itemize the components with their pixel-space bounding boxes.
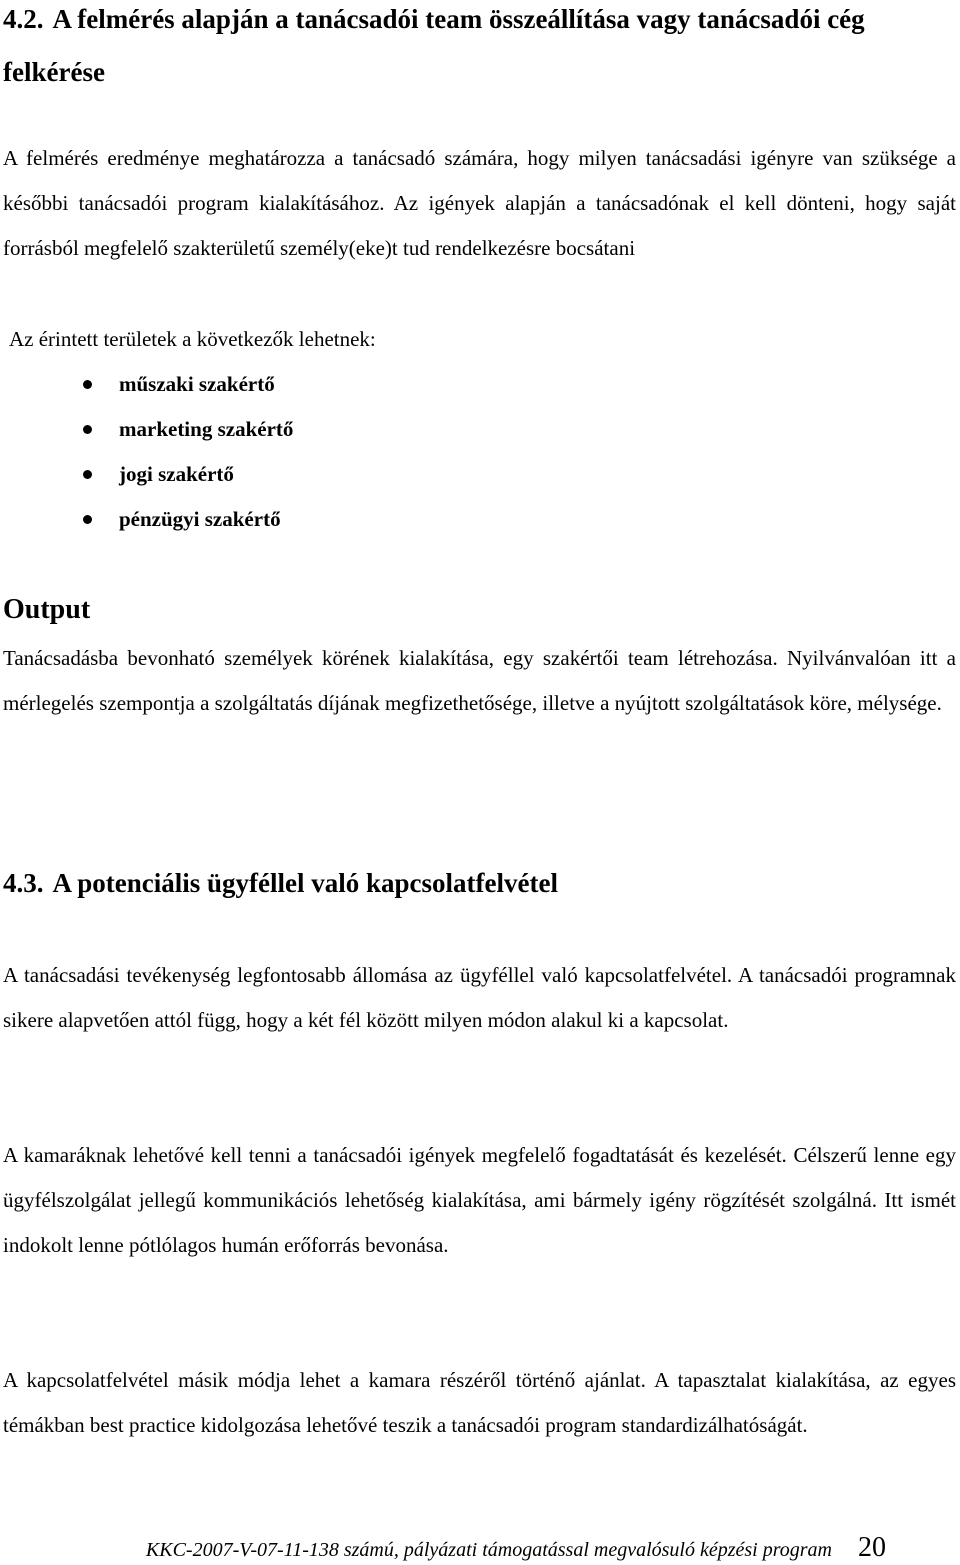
bullet-icon — [83, 380, 92, 389]
page-footer — [0, 1532, 960, 1564]
section-4-3-heading — [3, 857, 956, 910]
section-4-3-title: A potenciális ügyféllel való kapcsolatfelvétel — [52, 868, 558, 898]
list-item-text: marketing szakértő — [119, 417, 294, 441]
list-item — [0, 452, 293, 497]
bullet-icon — [83, 425, 92, 434]
section-4-2-number: 4.2. — [3, 4, 44, 34]
section-4-2-heading — [3, 0, 956, 99]
areas-intro: Az érintett területek a következők lehetnek: — [9, 327, 376, 351]
section-4-3-paragraph-2: A kamaráknak lehetővé kell tenni a tanácsadói igények megfelelő fogadtatását és kezelését. Célszerű lenne egy ügyfélszolgálat jellegű kommunikációs lehetőség kialakítása, ami bármely igény rögzítését szolgálná. Itt ismét indokolt lenne pótlólagos humán erőforrás bevonása. — [3, 1143, 956, 1257]
page-number: 20 — [858, 1532, 886, 1563]
list-item — [0, 497, 293, 542]
section-4-3-number: 4.3. — [3, 868, 44, 898]
section-4-3-paragraph-1: A tanácsadási tevékenység legfontosabb állomása az ügyféllel való kapcsolatfelvétel. A tanácsadói programnak sikere alapvetően attól függ, hogy a két fél között milyen módon alakul ki a kapcsolat. — [3, 963, 956, 1032]
list-item — [0, 407, 293, 452]
intro-paragraph: A felmérés eredménye meghatározza a tanácsadó számára, hogy milyen tanácsadási igényre van szüksége a későbbi tanácsadói program kialakításához. Az igények alapján a tanácsadónak el kell dönteni, hogy saját forrásból megfelelő szakterületű személy(eke)t tud rendelkezésre bocsátani — [3, 146, 956, 260]
output-heading: Output — [3, 594, 91, 625]
list-item — [0, 362, 293, 407]
list-item-text: műszaki szakértő — [119, 372, 275, 396]
section-4-3-paragraph-3: A kapcsolatfelvétel másik módja lehet a kamara részéről történő ajánlat. A tapasztalat kialakítása, az egyes témákban best practice kidolgozása lehetővé teszik a tanácsadói program standardizálhatóságát. — [3, 1368, 956, 1437]
footer-text: KKC-2007-V-07-11-138 számú, pályázati támogatással megvalósuló képzési program — [145, 1539, 832, 1561]
bullet-icon — [83, 470, 92, 479]
output-paragraph: Tanácsadásba bevonható személyek körének kialakítása, egy szakértői team létrehozása. Nyilvánvalóan itt a mérlegelés szempontja a szolgáltatás díjának megfizethetősége, illetve a nyújtott szolgáltatások köre, mélysége. — [3, 646, 956, 715]
list-item-text: jogi szakértő — [119, 462, 234, 486]
bullet-icon — [83, 515, 92, 524]
areas-list — [0, 362, 293, 542]
list-item-text: pénzügyi szakértő — [119, 507, 281, 531]
section-4-2-title: A felmérés alapján a tanácsadói team összeállítása vagy tanácsadói cég felkérése — [3, 4, 865, 87]
